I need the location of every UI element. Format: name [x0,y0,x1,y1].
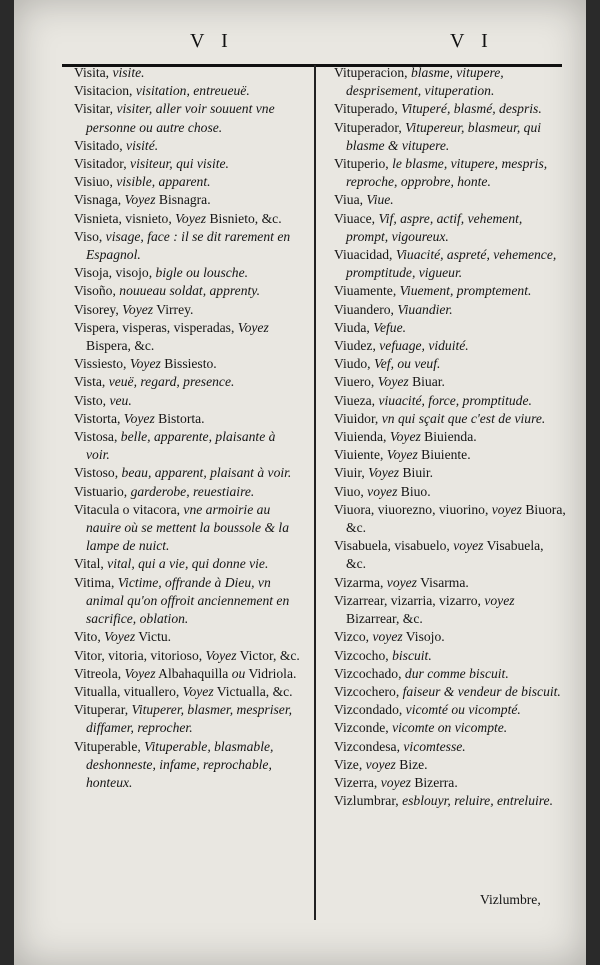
translation: voyez [365,756,396,772]
cross-reference: Visarma. [416,574,469,590]
dictionary-entry [334,410,566,428]
headword: Vistorta, [74,410,124,426]
translation: Voyez [386,447,418,463]
cross-reference: Biuir. [399,465,434,481]
translation: garderobe, reuestiaire. [130,483,255,499]
dictionary-entry [334,392,566,410]
translation: Voyez [182,683,214,699]
headword: Viudo, [334,356,374,372]
cross-reference: Bizerra. [410,774,458,790]
right-column [334,64,566,810]
headword: Visoja, visojo, [74,265,156,281]
cross-reference: Albahaquilla [155,665,232,681]
translation: le blasme, vitupere, mespris, reproche, opprobre, honte. [346,156,548,190]
translation: Voyez [377,374,409,390]
headword: Vista, [74,374,109,390]
translation: vefuage, viduité. [379,338,469,354]
headword: Vital, [74,556,108,572]
dictionary-entry [74,628,302,646]
translation: visitation, entreueuë. [135,83,250,99]
translation: Voyez [124,665,156,681]
headword: Visorey, [74,301,123,317]
cross-reference: Virrey. [153,301,194,317]
headword: Vizlumbrar, [334,793,403,809]
dictionary-entry [334,483,566,501]
translation: blasme, vitupere, desprisement, vituperation. [346,65,504,99]
dictionary-entry [74,501,302,556]
translation: Vefue. [373,319,407,335]
dictionary-entry [334,647,566,665]
translation: vicomte on vicompte. [392,720,508,736]
dictionary-entry [334,738,566,756]
left-column [74,64,302,792]
translation: esblouyr, reluire, entreluire. [402,793,553,809]
headword: Viuidor, [334,410,382,426]
dictionary-entry [334,191,566,209]
translation: Vitupereur, blasmeur, qui blasme & vitupere. [346,119,542,153]
headword: Vistoso, [74,465,122,481]
headword: Visabuela, visabuelo, [334,538,454,554]
translation: beau, apparent, plaisant à voir. [121,465,292,481]
cross-reference: Visabuela, &c. [346,538,544,572]
headword: Vituperacion, [334,65,411,80]
headword: Vitima, [74,574,118,590]
headword: Viuo, [334,483,368,499]
headword: Vizerra, [334,774,381,790]
headword: Viuace, [334,210,379,226]
dictionary-entry [334,592,566,628]
headword: Vizconde, [334,720,393,736]
headword: Vitor, vitoria, vitorioso, [74,647,206,663]
dictionary-entry [74,137,302,155]
cross-reference: Bispera, &c. [86,338,155,354]
cross-reference: Victualla, &c. [213,683,293,699]
headword: Vizcondesa, [334,738,404,754]
headword: Vituperar, [74,702,132,718]
cross-reference: Victor, &c. [236,647,300,663]
dictionary-entry [74,410,302,428]
dictionary-entry [74,738,302,793]
headword: Viudez, [334,338,380,354]
headword: Vitreola, [74,665,125,681]
dictionary-entry [334,282,566,300]
cross-reference: Biuora, &c. [346,501,566,536]
dictionary-entry [74,647,302,665]
dictionary-entry [334,574,566,592]
translation: visite. [112,65,145,80]
headword: Vizcocho, [334,647,393,663]
cross-reference: Visojo. [402,629,445,645]
dictionary-entry [334,373,566,391]
dictionary-entry [74,464,302,482]
headword: Visiuo, [74,174,117,190]
translation: visiter, aller voir souuent vne personne ou autre chose. [86,101,275,135]
translation: nouueau soldat, apprenty. [119,283,260,299]
headword: Vizco, [334,629,373,645]
cross-reference: Bissiesto. [160,356,217,372]
header-right: V I [450,30,494,52]
headword: Viuda, [334,319,374,335]
headword: Vistuario, [74,483,131,499]
headword: Viua, [334,192,367,208]
headword: Vizcochado, [334,665,405,681]
headword: Vituperado, [334,101,402,117]
dictionary-entry [74,82,302,100]
headword: Vizcondado, [334,702,406,718]
dictionary-entry [334,719,566,737]
translation: Voyez [104,629,136,645]
dictionary-entry [74,683,302,701]
translation: Voyez [122,301,154,317]
translation: belle, apparente, plaisante à voir. [86,429,276,463]
dictionary-entry [334,210,566,246]
cross-reference: Biuo. [397,483,431,499]
translation: Vituperé, blasmé, despris. [401,101,542,117]
dictionary-entry [74,428,302,464]
column-divider [314,65,316,920]
header-left: V I [190,30,234,52]
cross-reference: Bizarrear, &c. [346,611,423,627]
dictionary-entry [74,665,302,683]
translation: biscuit. [392,647,432,663]
dictionary-entry [74,574,302,629]
translation: voyez [453,538,484,554]
cross-reference: Bize. [395,756,428,772]
headword: Viso, [74,228,106,244]
headword: Vispera, visperas, visperadas, [74,319,238,335]
translation: viuacité, force, promptitude. [378,392,532,408]
translation: voyez [386,574,417,590]
headword: Vito, [74,629,105,645]
headword: Visto, [74,392,110,408]
headword: Vizcochero, [334,683,403,699]
translation: Vef, ou veuf. [373,356,441,372]
headword: Vitualla, vituallero, [74,683,183,699]
dictionary-page [14,0,586,965]
translation: Viuacité, aspreté, vehemence, promptitude, vigueur. [346,247,557,281]
translation: Viuandier. [397,301,453,317]
dictionary-entry [74,355,302,373]
headword: Vize, [334,756,366,772]
dictionary-entry [334,464,566,482]
cross-reference: Biuar. [408,374,445,390]
translation: faiseur & vendeur de biscuit. [402,683,561,699]
dictionary-entry [334,501,566,537]
headword: Vizarma, [334,574,387,590]
translation: vital, qui a vie, qui donne vie. [107,556,269,572]
dictionary-entry [334,319,566,337]
headword: Vituperador, [334,119,406,135]
dictionary-entry [334,301,566,319]
headword: Visnaga, [74,192,125,208]
translation: vne armoirie au nauire où se mettent la boussole & la lampe de nuict. [86,501,290,554]
translation: Voyez [124,192,156,208]
translation: visible, apparent. [116,174,211,190]
translation: Vituperer, blasmer, mespriser, diffamer, reprocher. [86,702,293,736]
translation: veuë, regard, presence. [108,374,235,390]
dictionary-entry [74,373,302,391]
headword: Visnieta, visnieto, [74,210,176,226]
translation: Vituperable, blasmable, deshonneste, infame, reprochable, honteux. [86,738,274,790]
dictionary-entry [74,701,302,737]
translation: dur comme biscuit. [404,665,509,681]
headword: Visoño, [74,283,120,299]
dictionary-entry [334,665,566,683]
dictionary-entry [74,282,302,300]
translation: voyez [372,629,403,645]
dictionary-entry [334,537,566,573]
headword: Vituperable, [74,738,145,754]
translation: voyez [484,592,515,608]
dictionary-entry [334,100,566,118]
dictionary-entry [334,428,566,446]
cross-reference: Bistorta. [154,410,205,426]
headword: Visitar, [74,101,117,117]
translation: Voyez [205,647,237,663]
dictionary-entry [334,774,566,792]
dictionary-entry [334,155,566,191]
headword: Visitado, [74,137,127,153]
translation: Viue. [366,192,394,208]
running-header [62,30,562,60]
dictionary-entry [334,701,566,719]
headword: Viuandero, [334,301,398,317]
translation: vicomtesse. [403,738,466,754]
cross-reference: Biuiente. [417,447,471,463]
translation: Vif, aspre, actif, vehement, prompt, vigoureux. [346,210,523,244]
translation: voyez [367,483,398,499]
translation: voyez [380,774,411,790]
headword: Viueza, [334,392,379,408]
headword: Visitacion, [74,83,136,99]
translation: Voyez [368,465,400,481]
dictionary-entry [74,210,302,228]
dictionary-entry [334,683,566,701]
headword: Vizarrear, vizarria, vizarro, [334,592,485,608]
dictionary-entry [74,228,302,264]
dictionary-entry [334,792,566,810]
dictionary-entry [74,555,302,573]
dictionary-entry [334,756,566,774]
headword: Viuienda, [334,429,390,445]
translation: Viuement, promptement. [399,283,532,299]
headword: Viuero, [334,374,378,390]
headword: Vituperio, [334,156,393,172]
dictionary-entry [334,446,566,464]
translation: Voyez [175,210,207,226]
translation: ou [231,665,246,681]
translation: visage, face : il se dit rarement en Espagnol. [86,228,291,263]
translation: vn qui sçait que c'est de viure. [381,410,546,426]
dictionary-entry [334,355,566,373]
headword: Vistosa, [74,429,121,445]
headword: Viuiente, [334,447,387,463]
dictionary-entry [74,264,302,282]
dictionary-entry [74,319,302,355]
translation: visiteur, qui visite. [130,156,229,172]
headword: Visitador, [74,156,131,172]
headword: Viuamente, [334,283,400,299]
dictionary-entry [74,100,302,136]
translation: Victime, offrande à Dieu, vn animal qu'on offroit anciennement en sacrifice, oblation. [86,574,290,627]
dictionary-entry [74,392,302,410]
headword: Vissiesto, [74,356,130,372]
translation: veu. [109,392,132,408]
dictionary-entry [334,119,566,155]
cross-reference: Victu. [135,629,172,645]
catchword: Vizlumbre, [480,892,541,907]
dictionary-entry [74,483,302,501]
headword: Visita, [74,65,113,80]
translation: Voyez [237,319,269,335]
dictionary-entry [74,173,302,191]
translation: Voyez [389,429,421,445]
headword: Viuacidad, [334,247,396,263]
dictionary-entry [74,155,302,173]
translation: Voyez [129,356,161,372]
cross-reference: Bisnagra. [155,192,211,208]
cross-reference: Biuienda. [420,429,477,445]
dictionary-entry [74,301,302,319]
translation: voyez [491,501,522,517]
translation: bigle ou lousche. [155,265,249,281]
translation: Voyez [123,410,155,426]
cross-reference: Bisnieto, &c. [206,210,282,226]
headword: Vitacula o vitacora, [74,501,184,517]
translation: visité. [126,137,159,153]
cross-reference: Vidriola. [245,665,297,681]
dictionary-entry [74,191,302,209]
dictionary-entry [334,628,566,646]
headword: Viuir, [334,465,369,481]
translation: vicomté ou vicompté. [405,702,521,718]
headword: Viuora, viuorezno, viuorino, [334,501,492,517]
dictionary-entry [334,337,566,355]
dictionary-entry [334,246,566,282]
dictionary-entry [334,64,566,100]
dictionary-entry [74,64,302,82]
